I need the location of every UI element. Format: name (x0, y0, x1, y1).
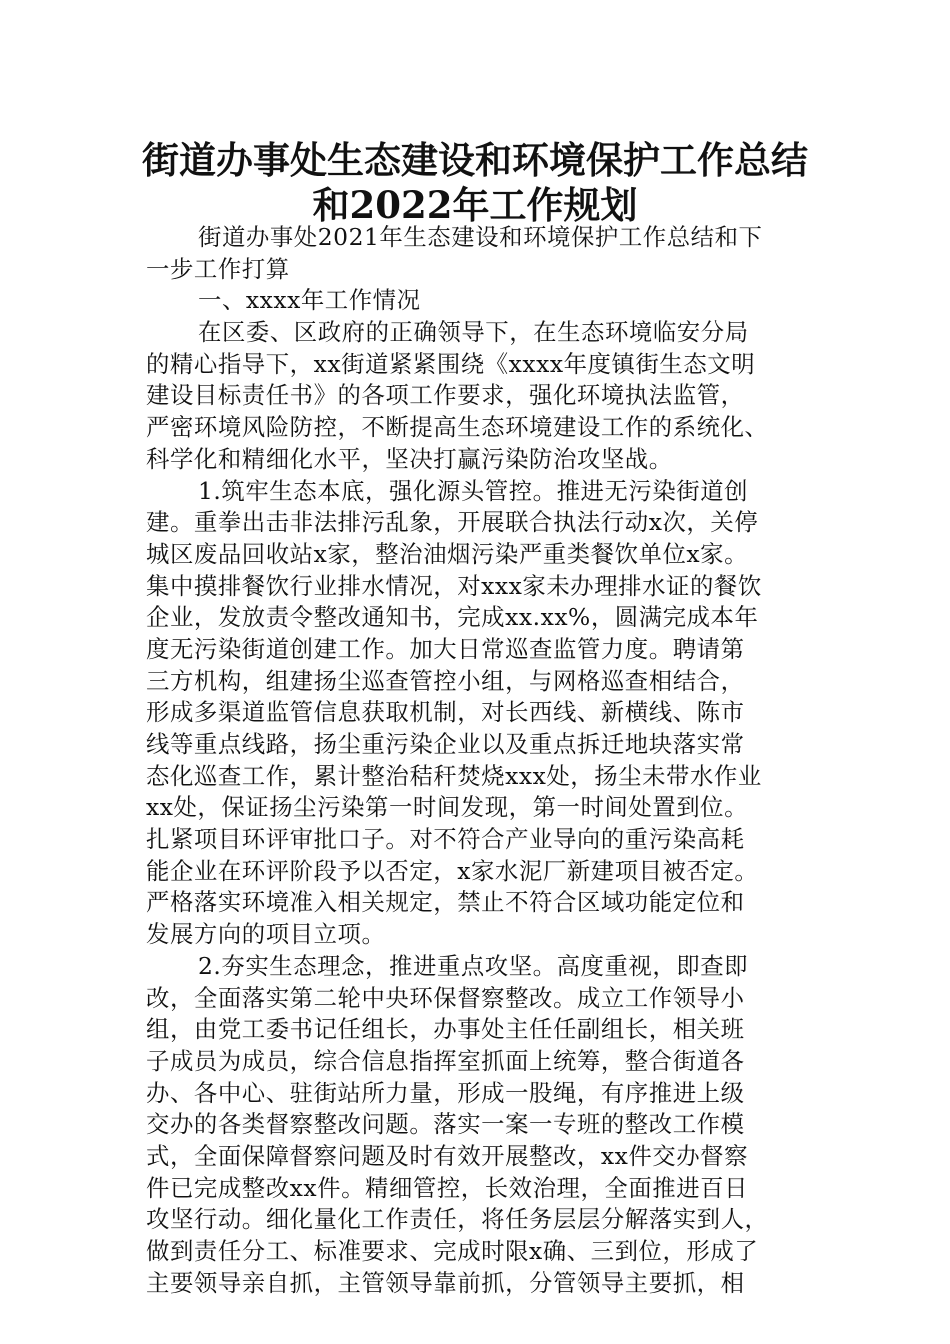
paragraph-line: 城区废品回收站x家，整治油烟污染严重类餐饮单位x家。 (146, 539, 749, 568)
paragraph-line: 办、各中心、驻街站所力量，形成一股绳，有序推进上级 (146, 1078, 745, 1107)
paragraph-line: 能企业在环评阶段予以否定，x家水泥厂新建项目被否定。 (146, 856, 759, 885)
title-line: 街道办事处生态建设和环境保护工作总结 (142, 138, 808, 182)
paragraph-line: 交办的各类督察整改问题。落实一案一专班的整改工作模 (146, 1110, 745, 1139)
paragraph-line: 态化巡查工作，累计整治秸秆焚烧xxx处，扬尘未带水作业 (146, 761, 762, 790)
paragraph-line: 攻坚行动。细化量化工作责任，将任务层层分解落实到人， (146, 1205, 769, 1234)
paragraph-line: 子成员为成员，综合信息指挥室抓面上统筹，整合街道各 (146, 1046, 745, 1075)
paragraph-line: 度无污染街道创建工作。加大日常巡查监管力度。聘请第 (146, 634, 745, 663)
paragraph-line: 一步工作打算 (146, 254, 290, 283)
paragraph-line: 件已完成整改xx件。精细管控，长效治理，全面推进百日 (146, 1173, 749, 1202)
paragraph-line: xx处，保证扬尘污染第一时间发现，第一时间处置到位。 (146, 793, 749, 822)
paragraph-line: 2.夯实生态理念，推进重点攻坚。高度重视，即查即 (198, 951, 749, 980)
paragraph-line: 一、xxxx年工作情况 (198, 286, 421, 315)
paragraph-line: 主要领导亲自抓，主管领导靠前抓，分管领导主要抓，相 (146, 1268, 745, 1297)
document-body (146, 222, 814, 1299)
paragraph-line: 在区委、区政府的正确领导下，在生态环境临安分局 (198, 318, 749, 347)
paragraph-line: 严格落实环境准入相关规定，禁止不符合区域功能定位和 (146, 888, 745, 917)
paragraph-line: 1.筑牢生态本底，强化源头管控。推进无污染街道创 (198, 476, 749, 505)
paragraph-line: 建。重拳出击非法排污乱象，开展联合执法行动x次，关停 (146, 508, 759, 537)
paragraph-line: 做到责任分工、标准要求、完成时限x确、三到位，形成了 (146, 1237, 759, 1265)
paragraph-line: 建设目标责任书》的各项工作要求，强化环境执法监管， (146, 381, 745, 410)
paragraph-line: 严密环境风险防控，不断提高生态环境建设工作的系统化、 (146, 413, 769, 442)
title-line: 和2022年工作规划 (312, 183, 638, 227)
paragraph-line: 改，全面落实第二轮中央环保督察整改。成立工作领导小 (146, 983, 745, 1012)
paragraph-line: 形成多渠道监管信息获取机制，对长西线、新横线、陈市 (146, 698, 745, 727)
paragraph-line: 式，全面保障督察问题及时有效开展整改，xx件交办督察 (146, 1141, 749, 1170)
paragraph-line: 科学化和精细化水平，坚决打赢污染防治攻坚战。 (146, 444, 673, 473)
paragraph (146, 951, 814, 1300)
paragraph-line: 的精心指导下，xx街道紧紧围绕《xxxx年度镇街生态文明 (146, 349, 756, 378)
paragraph-heading-intro (146, 222, 814, 285)
section-heading (146, 285, 814, 317)
paragraph-line: 扎紧项目环评审批口子。对不符合产业导向的重污染高耗 (146, 825, 745, 854)
paragraph-line: 企业，发放责令整改通知书，完成xx.xx%，圆满完成本年 (146, 603, 759, 632)
paragraph-line: 发展方向的项目立项。 (146, 920, 386, 949)
paragraph-line: 街道办事处2021年生态建设和环境保护工作总结和下 (198, 223, 763, 251)
paragraph-line: 组，由党工委书记任组长，办事处主任任副组长，相关班 (146, 1015, 745, 1044)
paragraph-line: 集中摸排餐饮行业排水情况，对xxx家未办理排水证的餐饮 (146, 571, 762, 600)
paragraph-line: 三方机构，组建扬尘巡查管控小组，与网格巡查相结合， (146, 666, 745, 695)
document-title (100, 138, 850, 228)
paragraph-line: 线等重点线路，扬尘重污染企业以及重点拆迁地块落实常 (146, 730, 745, 758)
paragraph (146, 476, 814, 951)
paragraph (146, 317, 814, 475)
